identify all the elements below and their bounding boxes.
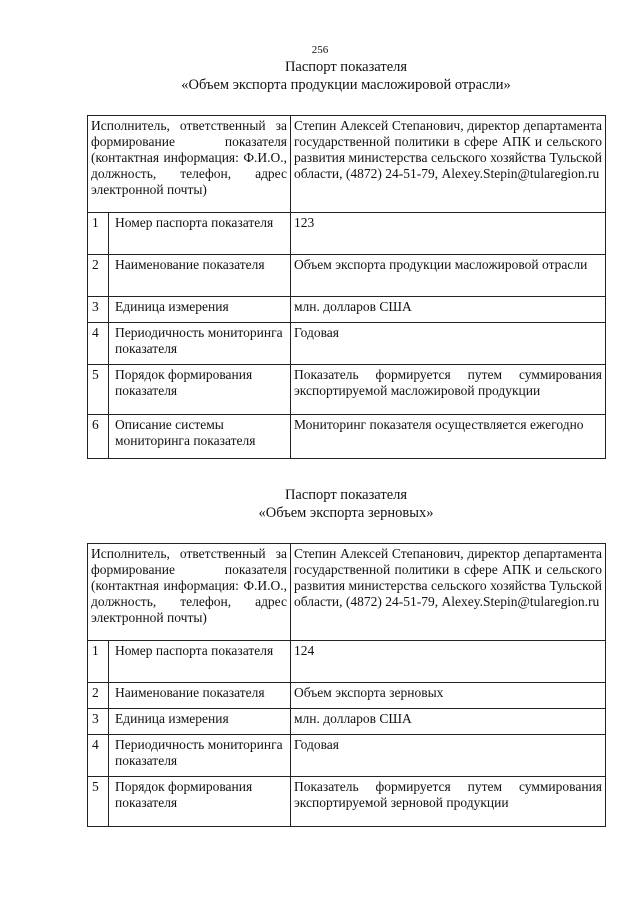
executor-row [88, 116, 606, 213]
table-row [88, 683, 606, 709]
row-label: Периодичность мониторинга показателя [109, 323, 291, 365]
executor-value: Степин Алексей Степанович, директор департамента государственной политики в сфере АПК и сельского развития министерства сельского хозяйства Тульской области, (4872) 24-51-79, Alexey.Stepin@tularegion.ru [291, 116, 606, 213]
row-label: Номер паспорта показателя [109, 641, 291, 683]
row-value: Показатель формируется путем суммирования экспортируемой масложировой продукции [291, 365, 606, 415]
row-number: 1 [88, 641, 109, 683]
row-label: Наименование показателя [109, 255, 291, 297]
row-label: Порядок формирования показателя [109, 365, 291, 415]
table-row [88, 641, 606, 683]
row-label: Номер паспорта показателя [109, 213, 291, 255]
indicator-heading: «Объем экспорта продукции масложировой отрасли» [181, 77, 511, 93]
table-row [88, 365, 606, 415]
row-value: Показатель формируется путем суммирования экспортируемой зерновой продукции [291, 777, 606, 827]
table-row [88, 323, 606, 365]
row-number: 4 [88, 323, 109, 365]
passport-table [87, 115, 606, 459]
row-number: 6 [88, 415, 109, 459]
row-label: Наименование показателя [109, 683, 291, 709]
row-label: Единица измерения [109, 709, 291, 735]
row-value: Мониторинг показателя осуществляется ежегодно [291, 415, 606, 459]
row-value: млн. долларов США [291, 297, 606, 323]
row-label: Описание системы мониторинга показателя [109, 415, 291, 459]
table-row [88, 777, 606, 827]
table-row [88, 297, 606, 323]
table-row [88, 735, 606, 777]
row-label: Периодичность мониторинга показателя [109, 735, 291, 777]
passport-title: Паспорт показателя [284, 59, 408, 75]
indicator-heading: «Объем экспорта зерновых» [258, 505, 434, 521]
table-row [88, 709, 606, 735]
executor-label: Исполнитель, ответственный за формирование показателя (контактная информация: Ф.И.О., должность, телефон, адрес электронной почты) [88, 544, 291, 641]
indicator-passport-2 [87, 486, 605, 827]
row-label: Порядок формирования показателя [109, 777, 291, 827]
row-number: 2 [88, 255, 109, 297]
row-value: 124 [291, 641, 606, 683]
row-number: 2 [88, 683, 109, 709]
row-number: 4 [88, 735, 109, 777]
row-number: 1 [88, 213, 109, 255]
passport-title: Паспорт показателя [284, 487, 408, 503]
row-value: Годовая [291, 735, 606, 777]
executor-value: Степин Алексей Степанович, директор департамента государственной политики в сфере АПК и сельского развития министерства сельского хозяйства Тульской области, (4872) 24-51-79, Alexey.Stepin@tularegion.ru [291, 544, 606, 641]
row-number: 5 [88, 365, 109, 415]
row-value: Объем экспорта продукции масложировой отрасли [291, 255, 606, 297]
row-number: 5 [88, 777, 109, 827]
passport-table [87, 543, 606, 827]
page-number: 256 [311, 44, 329, 56]
row-value: Объем экспорта зерновых [291, 683, 606, 709]
indicator-passport-1 [87, 58, 605, 459]
row-number: 3 [88, 297, 109, 323]
executor-row [88, 544, 606, 641]
table-row [88, 213, 606, 255]
row-number: 3 [88, 709, 109, 735]
table-row [88, 415, 606, 459]
executor-label: Исполнитель, ответственный за формирование показателя (контактная информация: Ф.И.О., должность, телефон, адрес электронной почты) [88, 116, 291, 213]
row-value: млн. долларов США [291, 709, 606, 735]
row-label: Единица измерения [109, 297, 291, 323]
row-value: 123 [291, 213, 606, 255]
row-value: Годовая [291, 323, 606, 365]
table-row [88, 255, 606, 297]
